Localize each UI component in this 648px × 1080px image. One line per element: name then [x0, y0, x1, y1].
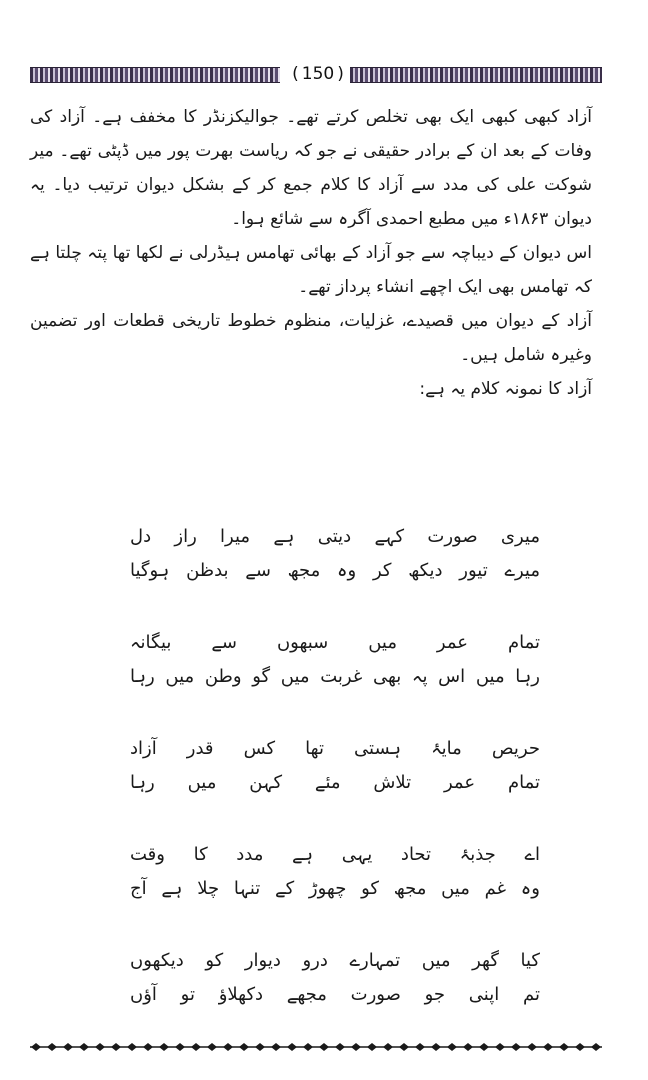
couplet [130, 944, 540, 1012]
couplet-line: اے جذبۂ تحاد یہی ہے مدد کا وقت [130, 844, 540, 865]
footer-ornament-rule [30, 1040, 602, 1054]
footer-diamond [159, 1043, 169, 1051]
couplet-line: کیا گھر میں تمہارے درو دیوار کو دیکھوں [130, 950, 540, 971]
footer-diamond [191, 1043, 201, 1051]
footer-diamond [127, 1043, 137, 1051]
footer-diamond [207, 1043, 217, 1051]
couplet-line: تم اپنی جو صورت مجھے دکھلاؤ تو آؤں [130, 984, 540, 1005]
footer-diamond [47, 1043, 57, 1051]
couplet-line: رہا میں اس پہ بھی غربت میں گو وطن میں رہا [130, 666, 540, 687]
footer-diamond [495, 1043, 505, 1051]
couplet [130, 520, 540, 588]
footer-diamond [527, 1043, 537, 1051]
footer-diamond [335, 1043, 345, 1051]
footer-diamond [63, 1043, 73, 1051]
couplet-line: حریص مایۂ ہستی تھا کس قدر آزاد [130, 738, 540, 759]
footer-diamond [239, 1043, 249, 1051]
couplet [130, 732, 540, 800]
footer-diamond [95, 1043, 105, 1051]
footer-diamond [223, 1043, 233, 1051]
page-header [30, 64, 602, 84]
paragraph-intro: آزاد کا نمونہ کلام یہ ہے: [419, 379, 592, 399]
footer-diamond [143, 1043, 153, 1051]
footer-diamond [399, 1043, 409, 1051]
footer-diamond [415, 1043, 425, 1051]
footer-diamond [431, 1043, 441, 1051]
header-ornament-left [30, 67, 280, 83]
footer-diamond [575, 1043, 585, 1051]
footer-diamond [255, 1043, 265, 1051]
couplet [130, 626, 540, 694]
footer-diamond [175, 1043, 185, 1051]
footer-diamond [351, 1043, 361, 1051]
footer-diamond [303, 1043, 313, 1051]
footer-diamond [383, 1043, 393, 1051]
footer-diamond [367, 1043, 377, 1051]
page-number: ( 150 ) [288, 64, 348, 84]
couplet [130, 838, 540, 906]
paragraph-1: آزاد کبھی کبھی ایک بھی تخلص کرتے تھے۔ جوالیکزنڈر کا مخفف ہے۔ آزاد کی وفات کے بعد ان کے برادر حقیقی نے جو کہ ریاست بھرت پور میں ڈپٹی تھے۔ میر شوکت علی کی مدد سے آزاد کا کلام جمع کر کے بشکل دیوان ترتیب دیا۔ یہ دیوان ۱۸۶۳ء میں مطبع احمدی آگرہ سے شائع ہوا۔ [30, 107, 592, 229]
footer-diamond [543, 1043, 553, 1051]
footer-diamond [31, 1043, 41, 1051]
couplet-line: میری صورت کہے دیتی ہے میرا راز دل [130, 526, 540, 547]
footer-diamond [463, 1043, 473, 1051]
footer-diamond [559, 1043, 569, 1051]
couplet-line: تمام عمر میں سبھوں سے بیگانہ [130, 632, 540, 653]
footer-diamond [511, 1043, 521, 1051]
footer-diamond [319, 1043, 329, 1051]
poetry-section [130, 520, 540, 1050]
couplet-line: وہ غم میں مجھ کو چھوڑ کے تنہا چلا ہے آج [130, 878, 540, 899]
footer-diamond [111, 1043, 121, 1051]
footer-diamond [447, 1043, 457, 1051]
footer-diamond [79, 1043, 89, 1051]
prose-section [30, 100, 610, 406]
paragraph-2: اس دیوان کے دیباچہ سے جو آزاد کے بھائی تھامس ہیڈرلی نے لکھا تھا پتہ چلتا ہے کہ تھامس بھی ایک اچھے انشاء پرداز تھے۔ [30, 243, 592, 297]
couplet-line: میرے تیور دیکھ کر وہ مجھ سے بدظن ہوگیا [130, 560, 540, 581]
header-ornament-right [350, 67, 602, 83]
footer-diamond [271, 1043, 281, 1051]
footer-diamond [479, 1043, 489, 1051]
paragraph-3: آزاد کے دیوان میں قصیدے، غزلیات، منظوم خطوط تاریخی قطعات اور تضمین وغیرہ شامل ہیں۔ [30, 311, 592, 365]
footer-diamond [591, 1043, 601, 1051]
couplet-line: تمام عمر تلاش مئے کہن میں رہا [130, 772, 540, 793]
footer-diamond [287, 1043, 297, 1051]
